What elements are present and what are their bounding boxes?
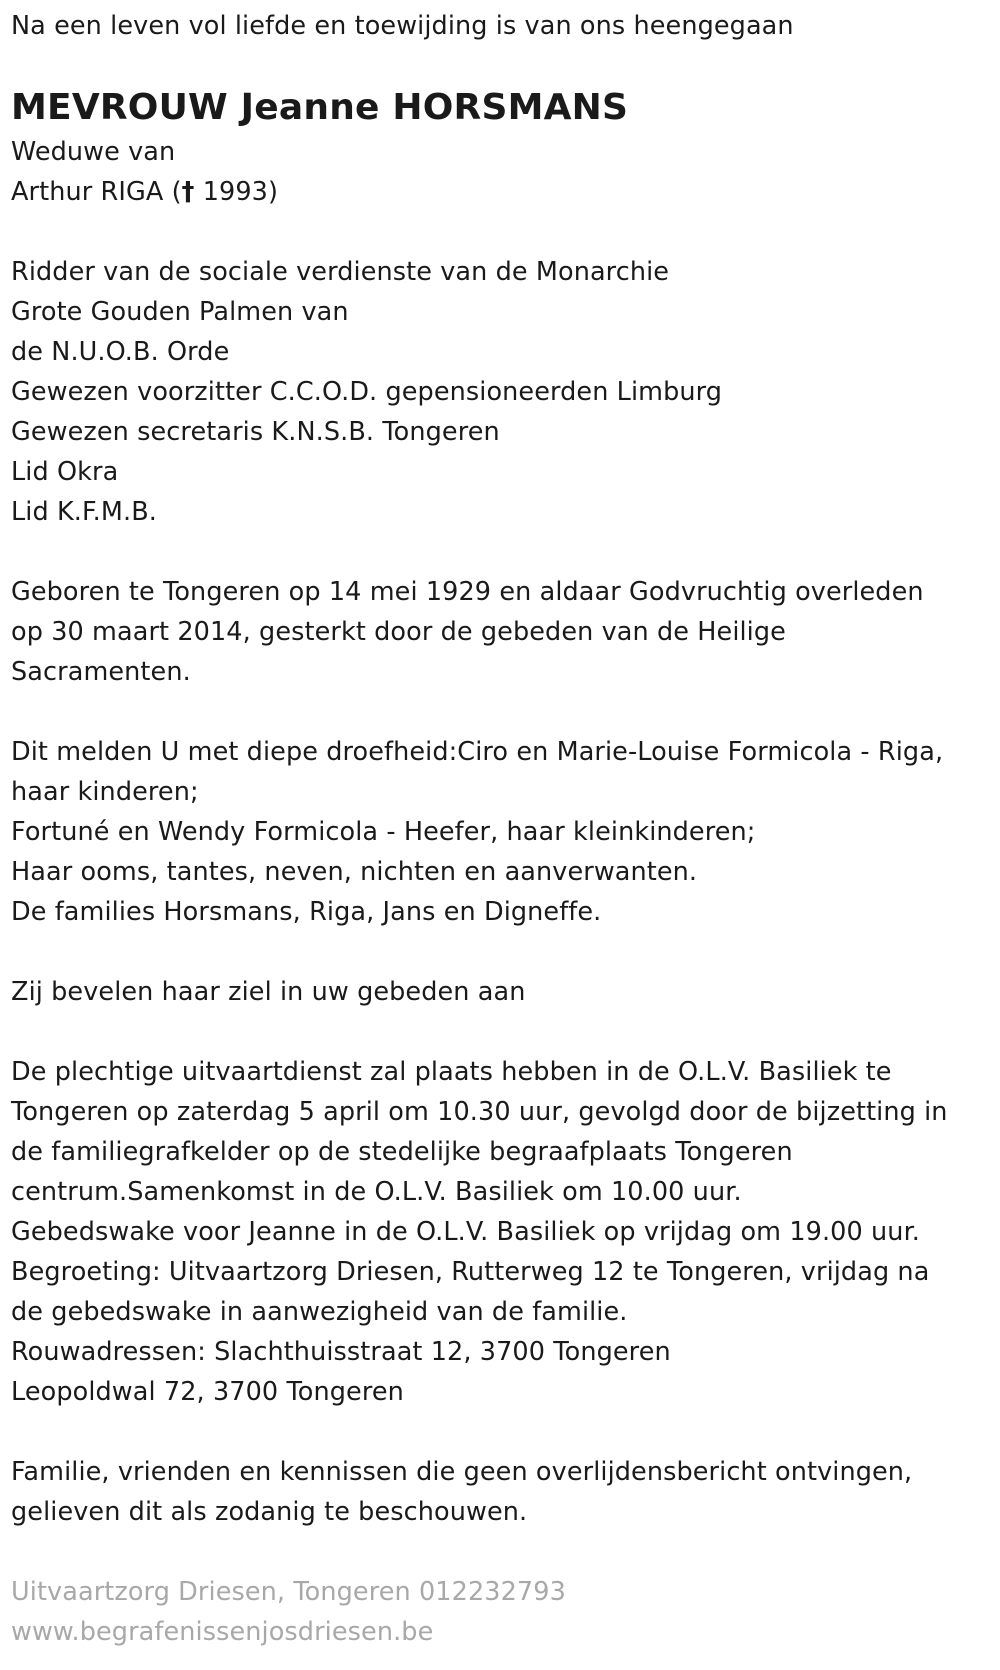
- honor-item: Gewezen voorzitter C.C.O.D. gepensioneerden Limburg: [11, 377, 723, 407]
- paragraph-line: de gebedswake in aanwezigheid van de familie.: [11, 1297, 628, 1327]
- paragraph-line: Leopoldwal 72, 3700 Tongeren: [11, 1377, 404, 1407]
- footer-website: www.begrafenissenjosdriesen.be: [11, 1617, 434, 1647]
- paragraph-line: centrum.Samenkomst in de O.L.V. Basiliek om 10.00 uur.: [11, 1177, 742, 1207]
- honor-item: Gewezen secretaris K.N.S.B. Tongeren: [11, 417, 500, 447]
- honor-item: Lid K.F.M.B.: [11, 497, 157, 527]
- honor-item: Lid Okra: [11, 457, 119, 487]
- obituary-notice: [11, 0, 991, 1652]
- paragraph-line: Gebedswake voor Jeanne in de O.L.V. Basiliek op vrijdag om 19.00 uur.: [11, 1217, 921, 1247]
- paragraph-line: Begroeting: Uitvaartzorg Driesen, Rutterweg 12 te Tongeren, vrijdag na: [11, 1257, 930, 1287]
- deceased-name: MEVROUW Jeanne HORSMANS: [11, 87, 629, 128]
- funeral-paragraph: [11, 1052, 991, 1412]
- spacer: [11, 932, 991, 972]
- birth-death-paragraph: [11, 572, 991, 692]
- paragraph-line: Tongeren op zaterdag 5 april om 10.30 uur, gevolgd door de bijzetting in: [11, 1097, 948, 1127]
- paragraph-line: de familiegrafkelder op de stedelijke begraafplaats Tongeren: [11, 1137, 793, 1167]
- paragraph-line: Haar ooms, tantes, neven, nichten en aanverwanten.: [11, 857, 698, 887]
- spouse-death-year: 1993): [194, 177, 279, 207]
- prayer-text: Zij bevelen haar ziel in uw gebeden aan: [11, 977, 526, 1007]
- paragraph-line: Familie, vrienden en kennissen die geen overlijdensbericht ontvingen,: [11, 1457, 913, 1487]
- spacer: [11, 1532, 991, 1572]
- intro-text: Na een leven vol liefde en toewijding is van ons heengegaan: [11, 11, 794, 41]
- paragraph-line: gelieven dit als zodanig te beschouwen.: [11, 1497, 528, 1527]
- footer: [11, 1572, 991, 1652]
- spacer: [11, 692, 991, 732]
- spacer: [11, 212, 991, 252]
- spacer: [11, 1412, 991, 1452]
- paragraph-line: De plechtige uitvaartdienst zal plaats hebben in de O.L.V. Basiliek te: [11, 1057, 892, 1087]
- spacer: [11, 532, 991, 572]
- paragraph-line: haar kinderen;: [11, 777, 199, 807]
- closing-paragraph: [11, 1452, 991, 1532]
- spouse-name: [11, 172, 991, 212]
- honors-list: [11, 252, 991, 532]
- spouse-name-text: Arthur RIGA (: [11, 177, 182, 207]
- paragraph-line: Geboren te Tongeren op 14 mei 1929 en aldaar Godvruchtig overleden: [11, 577, 924, 607]
- paragraph-line: Fortuné en Wendy Formicola - Heefer, haar kleinkinderen;: [11, 817, 756, 847]
- honor-item: Grote Gouden Palmen van: [11, 297, 349, 327]
- honor-item: Ridder van de sociale verdienste van de Monarchie: [11, 257, 670, 287]
- honor-item: de N.U.O.B. Orde: [11, 337, 230, 367]
- paragraph-line: Rouwadressen: Slachthuisstraat 12, 3700 Tongeren: [11, 1337, 671, 1367]
- paragraph-line: De families Horsmans, Riga, Jans en Digneffe.: [11, 897, 602, 927]
- footer-company: Uitvaartzorg Driesen, Tongeren 012232793: [11, 1577, 566, 1607]
- spacer: [11, 1012, 991, 1052]
- paragraph-line: op 30 maart 2014, gesterkt door de gebeden van de Heilige: [11, 617, 786, 647]
- cross-icon: †: [181, 177, 195, 207]
- announcement-paragraph: [11, 732, 991, 932]
- spouse-relation: Weduwe van: [11, 137, 176, 167]
- paragraph-line: Sacramenten.: [11, 657, 191, 687]
- paragraph-line: Dit melden U met diepe droefheid:Ciro en Marie-Louise Formicola - Riga,: [11, 737, 944, 767]
